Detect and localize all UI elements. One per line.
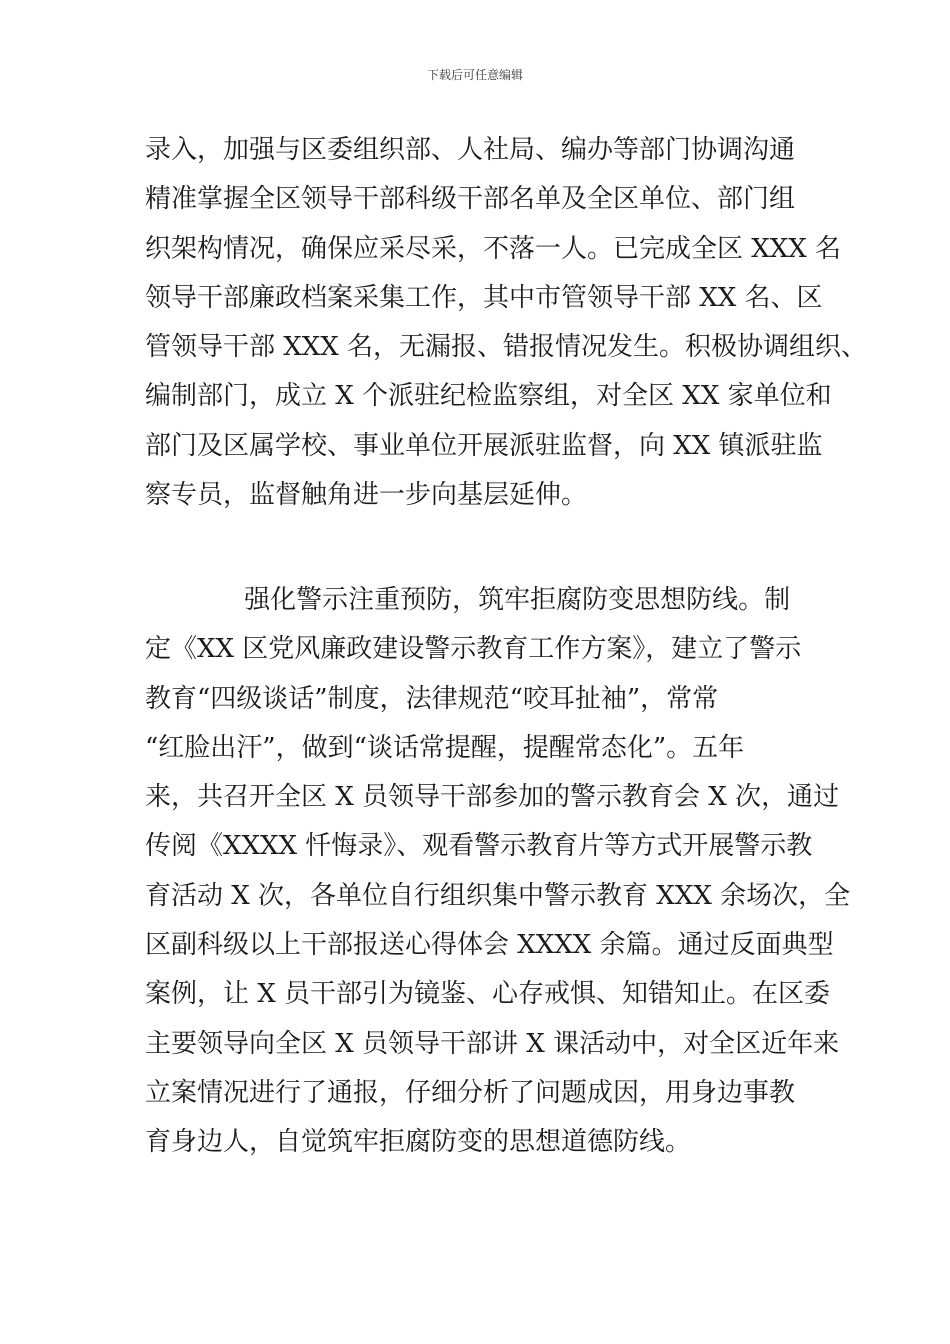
text-line: 立案情况进行了通报，仔细分析了问题成因，用身边事教 xyxy=(145,1077,796,1108)
text-line: 育活动 X 次，各单位自行组织集中警示教育 XXX 余场次，全 xyxy=(145,880,851,911)
text-line: 部门及区属学校、事业单位开展派驻监督，向 XX 镇派驻监 xyxy=(145,430,823,461)
text-line: 精准掌握全区领导干部科级干部名单及全区单位、部门组 xyxy=(145,184,796,215)
text-line: 育身边人，自觉筑牢拒腐防变的思想道德防线。 xyxy=(145,1127,692,1158)
text-line: 区副科级以上干部报送心得体会 XXXX 余篇。通过反面典型 xyxy=(145,930,834,961)
paragraph-1 xyxy=(145,126,868,520)
text-line: 领导干部廉政档案采集工作，其中市管领导干部 XX 名、区 xyxy=(145,282,823,313)
text-line: 来，共召开全区 X 员领导干部参加的警示教育会 X 次，通过 xyxy=(145,782,840,813)
paragraph-2 xyxy=(145,576,851,1168)
text-line: 强化警示注重预防，筑牢拒腐防变思想防线。制 xyxy=(145,585,791,615)
text-line: 案例，让 X 员干部引为镜鉴、心存戒惧、知错知止。在区委 xyxy=(145,979,831,1010)
text-line: 录入，加强与区委组织部、人社局、编办等部门协调沟通 xyxy=(145,135,796,165)
text-line: 织架构情况，确保应采尽采，不落一人。已完成全区 XXX 名 xyxy=(145,233,842,264)
text-line: 管领导干部 XXX 名，无漏报、错报情况发生。积极协调组织、 xyxy=(145,332,868,363)
text-line: 主要领导向全区 X 员领导干部讲 X 课活动中，对全区近年来 xyxy=(145,1028,840,1059)
text-line: 教育“四级谈话”制度，法律规范“咬耳扯袖”，常常 xyxy=(145,683,719,714)
text-line: “红脸出汗”，做到“谈话常提醒，提醒常态化”。五年 xyxy=(145,732,745,763)
page-header: 下载后可任意编辑 xyxy=(426,68,523,82)
text-line: 传阅《XXXX 忏悔录》、观看警示教育片等方式开展警示教 xyxy=(145,831,813,862)
text-line: 察专员，监督触角进一步向基层延伸。 xyxy=(145,480,588,511)
text-line: 定《XX 区党风廉政建设警示教育工作方案》，建立了警示 xyxy=(145,634,802,665)
text-line: 编制部门，成立 X 个派驻纪检监察组，对全区 XX 家单位和 xyxy=(145,381,832,412)
